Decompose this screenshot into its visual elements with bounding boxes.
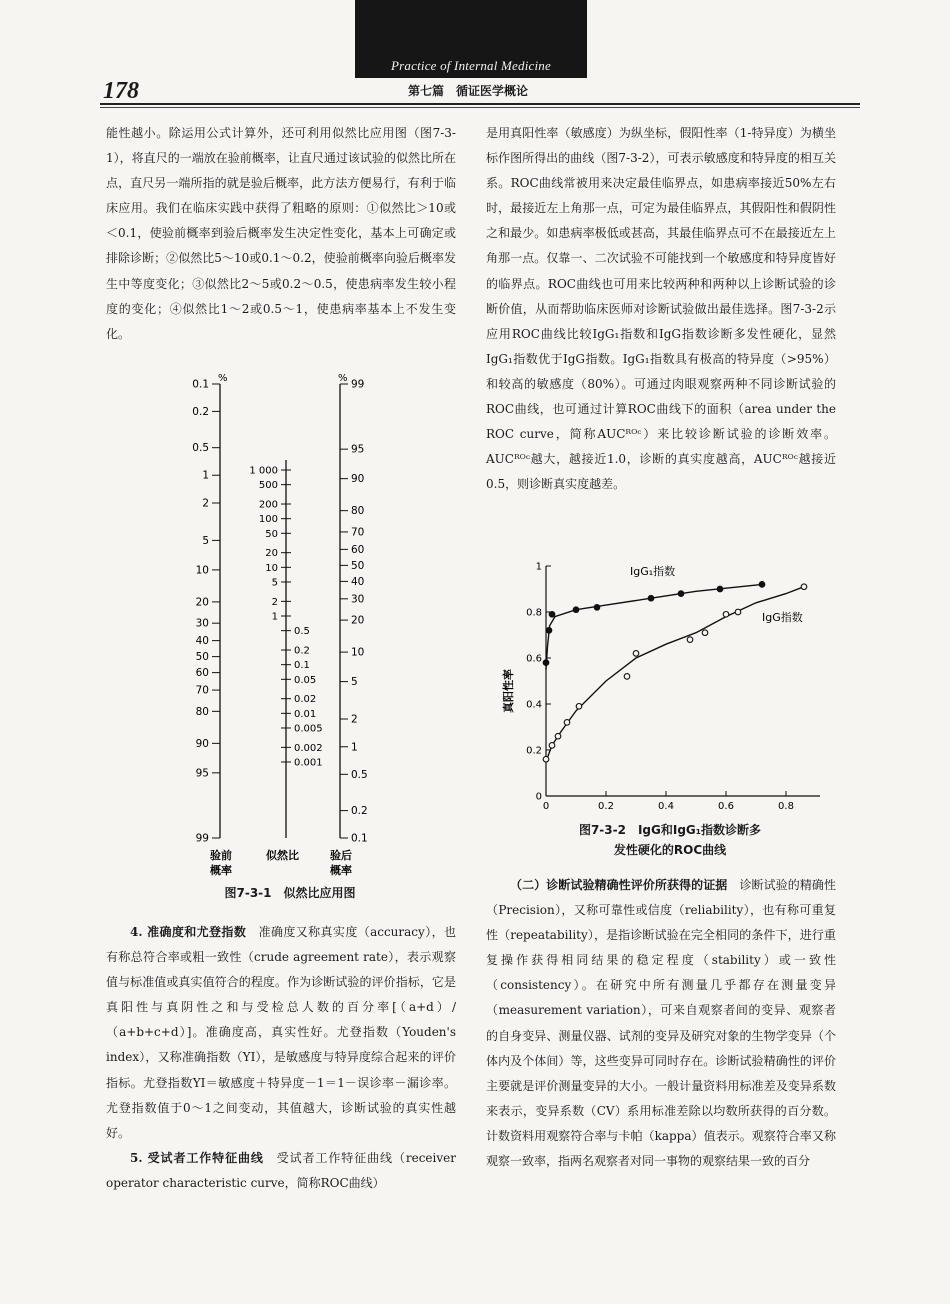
x-tick-label: 0.8 [778, 801, 794, 812]
paragraph [106, 920, 456, 1146]
pretest-tick-label: 60 [195, 667, 209, 680]
posttest-tick-label: 0.2 [351, 805, 368, 818]
data-point [759, 582, 765, 588]
lr-tick-label: 5 [271, 577, 278, 589]
data-point [624, 674, 630, 680]
right-column-top [486, 121, 836, 497]
posttest-tick-label: 50 [351, 559, 365, 572]
posttest-tick-label: 99 [351, 378, 365, 391]
lr-tick-label: 0.002 [294, 742, 323, 754]
data-point [546, 628, 552, 634]
paragraph-body: 准确度又称真实度（accuracy），也有称总符合率或粗一致性（crude agreement rate），表示观察值与标准值或真实值符合的程度。作为诊断试验的评价指标，它是真阳性与真阴性之和与受检总人数的百分率[（a+d）/（a+b+c+d）]。准确度高，真实性好。尤登指数（Youden's index），又称准确指数（YI），是敏感度与特异度综合起来的评价指标。尤登指数YI＝敏感度＋特异度－1＝1－误诊率－漏诊率。尤登指数值于0～1之间变动，其值越大，诊断试验的真实性越好。 [106, 925, 456, 1140]
pretest-axis [192, 379, 220, 845]
journal-title: Practice of Internal Medicine [391, 58, 551, 73]
posttest-tick-label: 90 [351, 473, 365, 486]
subheading: 5. 受试者工作特征曲线 [130, 1150, 264, 1165]
left-column-bottom [106, 920, 456, 1196]
posttest-tick-label: 1 [351, 741, 358, 754]
data-point [549, 612, 555, 618]
lr-tick-label: 0.02 [294, 694, 317, 706]
x-tick-label: 0.4 [658, 801, 674, 812]
pretest-tick-label: 2 [202, 497, 209, 510]
pretest-tick-label: 10 [195, 564, 209, 577]
paragraph [106, 1146, 456, 1196]
lr-tick-label: 0.5 [294, 626, 310, 638]
caption-line: 图7-3-2 IgG和IgG₁指数诊断多 [578, 823, 762, 837]
lr-tick-label: 0.05 [294, 674, 317, 686]
pretest-tick-label: 50 [195, 651, 209, 664]
x-tick-label: 0.6 [718, 801, 734, 812]
posttest-tick-label: 2 [351, 713, 358, 726]
lr-tick-label: 500 [258, 480, 278, 492]
posttest-tick-label: 0.1 [351, 832, 368, 845]
posttest-tick-label: 95 [351, 443, 365, 456]
posttest-tick-label: 0.5 [351, 768, 368, 781]
pretest-tick-label: 90 [195, 737, 209, 750]
figure-1-caption: 图7-3-1 似然比应用图 [224, 886, 356, 900]
label-pretest-1: 验前 [210, 849, 232, 862]
label-posttest-2: 概率 [330, 864, 352, 877]
data-point [687, 637, 693, 643]
series-label-igg: IgG指数 [762, 611, 803, 625]
data-point [717, 586, 723, 592]
right-column-bottom [486, 873, 836, 1174]
data-point [543, 660, 549, 666]
page-number: 178 [103, 78, 139, 104]
y-tick-label: 0 [535, 791, 542, 803]
section-title: 第七篇 循证医学概论 [408, 84, 529, 98]
figure-2-caption [500, 820, 840, 860]
x-tick-label: 0.2 [598, 801, 614, 812]
data-point [576, 704, 582, 710]
posttest-tick-label: 40 [351, 575, 365, 588]
lr-tick-label: 0.01 [294, 708, 317, 720]
pretest-tick-label: 99 [195, 832, 209, 845]
data-point [555, 733, 561, 739]
y-tick-label: 0.6 [526, 653, 542, 665]
roc-axes [526, 562, 820, 813]
label-pretest-2: 概率 [210, 864, 232, 877]
pretest-tick-label: 20 [195, 596, 209, 609]
pretest-tick-label: 0.5 [192, 442, 209, 455]
subheading: 4. 准确度和尤登指数 [130, 925, 247, 939]
lr-tick-label: 0.1 [294, 660, 310, 672]
data-point [735, 609, 741, 615]
lr-tick-label: 2 [271, 596, 278, 608]
lr-tick-label: 100 [258, 514, 278, 526]
x-tick-label: 0 [542, 801, 550, 812]
pretest-tick-label: 80 [195, 705, 209, 718]
data-point [801, 584, 807, 590]
y-tick-label: 1 [535, 561, 542, 573]
header-rule [100, 103, 860, 105]
likelihood-ratio-nomogram [170, 372, 410, 892]
data-point [678, 591, 684, 597]
lr-tick-label: 0.2 [294, 645, 310, 657]
lr-tick-label: 200 [258, 499, 278, 511]
journal-banner [355, 0, 587, 78]
pretest-tick-label: 40 [195, 635, 209, 648]
pretest-tick-label: 70 [195, 684, 209, 697]
data-point [564, 720, 570, 726]
roc-chart [500, 556, 840, 818]
y-tick-label: 0.4 [526, 699, 542, 711]
posttest-tick-label: 20 [351, 614, 365, 627]
lr-tick-label: 20 [265, 548, 278, 560]
data-point [594, 605, 600, 611]
lr-tick-label: 1 [271, 611, 278, 623]
caption-line: 发性硬化的ROC曲线 [613, 843, 727, 857]
likelihood-ratio-axis [249, 460, 322, 838]
pretest-tick-label: 30 [195, 617, 209, 630]
data-point [549, 743, 555, 749]
lr-tick-label: 1 000 [249, 465, 278, 477]
data-point [702, 630, 708, 636]
left-column-top [106, 121, 456, 347]
posttest-tick-label: 10 [351, 646, 365, 659]
lr-tick-label: 10 [265, 562, 278, 574]
posttest-tick-label: 80 [351, 505, 365, 518]
posttest-tick-label: 5 [351, 676, 358, 689]
paragraph: 能性越小。除运用公式计算外，还可利用似然比应用图（图7-3-1），将直尺的一端放在验前概率，让直尺通过该试验的似然比所在点，直尺另一端所指的就是验后概率，此方法方便易行，有利于临床应用。我们在临床实践中获得了粗略的原则：①似然比＞10或＜0.1，使验前概率到验后概率发生决定性变化，基本上可确定或排除诊断；②似然比5～10或0.1～0.2，使验前概率向验后概率发生中等度变化；③似然比2～5或0.2～0.5，使患病率发生较小程度的变化；④似然比1～2或0.5～1，使患病率基本上不发生变化。 [106, 126, 456, 341]
pct-right: % [338, 373, 348, 384]
y-axis-label: 真阳性率 [502, 669, 515, 713]
paragraph [486, 873, 836, 1174]
label-lr: 似然比 [266, 849, 299, 862]
lr-tick-label: 0.005 [294, 723, 323, 735]
data-point [573, 607, 579, 613]
pretest-tick-label: 95 [195, 767, 209, 780]
data-point [723, 612, 729, 618]
subheading: （二）诊断试验精确性评价所获得的证据 [510, 878, 728, 892]
posttest-tick-label: 30 [351, 593, 365, 606]
posttest-tick-label: 60 [351, 543, 365, 556]
data-point [648, 595, 654, 601]
label-posttest-1: 验后 [330, 849, 352, 862]
data-point [543, 756, 549, 762]
pretest-tick-label: 1 [202, 469, 209, 482]
y-tick-label: 0.8 [526, 607, 542, 619]
paragraph: 是用真阳性率（敏感度）为纵坐标，假阳性率（1-特异度）为横坐标作图所得出的曲线（图7-3-2），可表示敏感度和特异度的相互关系。ROC曲线常被用来决定最佳临界点，如患病率接近50%左右时，最接近左上角那一点，可定为最佳临界点，其假阳性和假阴性之和最少。如患病率极低或甚高，其最佳临界点可不在最接近左上角那一点。仅靠一、二次试验不可能找到一个敏感度和特异度皆好的临界点。ROC曲线也可用来比较两种和两种以上诊断试验的诊断价值，从而帮助临床医师对诊断试验做出最佳选择。图7-3-2示应用ROC曲线比较IgG₁指数和IgG指数诊断多发性硬化，显然IgG₁指数优于IgG指数。IgG₁指数具有极高的特异度（>95%）和较高的敏感度（80%）。可通过肉眼观察两种不同诊断试验的ROC曲线，也可通过计算ROC曲线下的面积（area under the ROC curve，简称AUCᴿᴼᶜ）来比较诊断试验的诊断效率。AUCᴿᴼᶜ越大，越接近1.0，诊断的真实度越高，AUCᴿᴼᶜ越接近0.5，则诊断真实度越差。 [486, 126, 836, 492]
data-point [633, 651, 639, 657]
pct-left: % [218, 373, 228, 384]
paragraph-body: 受试者工作特征曲线（receiver operator characteristic curve，简称ROC曲线） [106, 1150, 456, 1190]
posttest-tick-label: 70 [351, 526, 365, 539]
header-rule-thin [100, 107, 860, 108]
posttest-axis [340, 379, 368, 845]
y-tick-label: 0.2 [526, 745, 542, 757]
pretest-tick-label: 5 [202, 534, 209, 547]
lr-tick-label: 0.001 [294, 757, 323, 769]
pretest-tick-label: 0.1 [192, 378, 209, 391]
series-label-igg1: IgG₁指数 [630, 565, 676, 579]
paragraph-body: 诊断试验的精确性（Precision），又称可靠性或信度（reliability），也有称可重复性（repeatability），是指诊断试验在完全相同的条件下，进行重复操作获得相同结果的稳定程度（stability）或一致性（consistency）。在研究中所有测量几乎都存在测量变异（measurement variation），可来自观察者间的变异、观察者的自身变异、测量仪器、试剂的变异及研究对象的生物学变异（个体内及个体间）等，这些变异可同时存在。诊断试验精确性的评价主要就是评价测量变异的大小。一般计量资料用标准差及变异系数来表示，变异系数（CV）系用标准差除以均数所获得的百分数。计数资料用观察符合率与卡帕（kappa）值表示。观察符合率又称观察一致率，指两名观察者对同一事物的观察结果一致的百分 [486, 878, 836, 1169]
lr-tick-label: 50 [265, 528, 278, 540]
pretest-tick-label: 0.2 [192, 405, 209, 418]
